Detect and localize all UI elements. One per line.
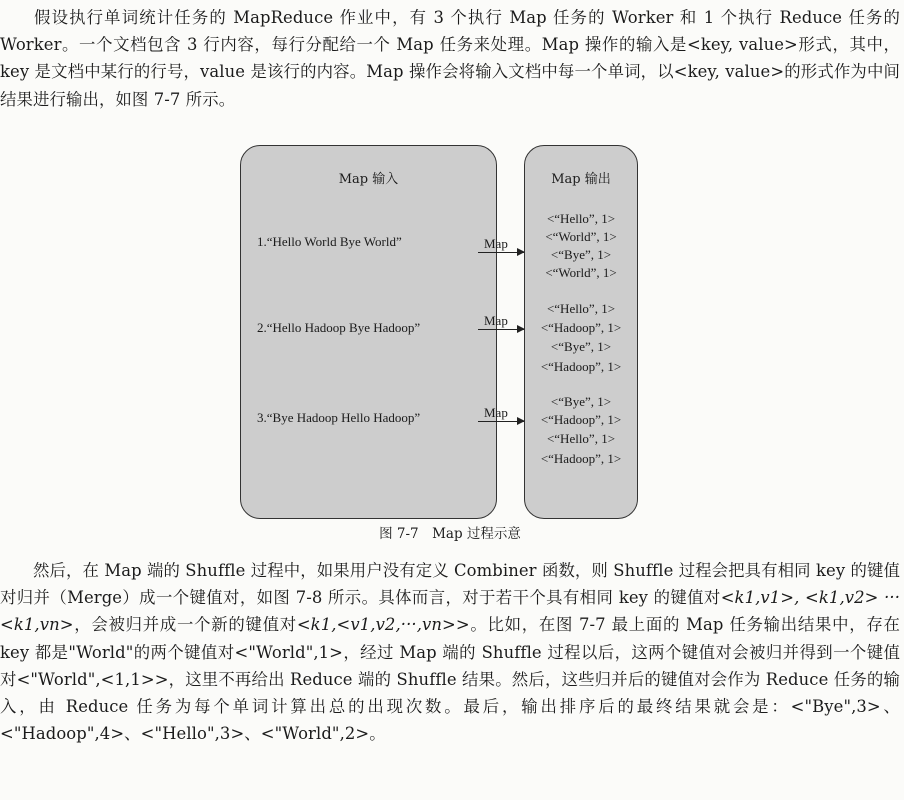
paragraph-shuffle: 然后，在 Map 端的 Shuffle 过程中，如果用户没有定义 Combiner 函数，则 Shuffle 过程会把具有相同 key 的键值对归并（Merge）成一个键值对，如图 7-8 所示。具体而言，对于若干个具有相同 key 的键值对<k1,v1>, <k1,v2> ··· <k1,vn>，会被归并成一个新的键值对<k1,<v1,v2,···,vn>>。比如，在图 7-7 最上面的 Map 任务输出结果中，存在 key 都是"World"的两个键值对<"World",1>，经过 Map 端的 Shuffle 过程以后，这两个键值对会被归并得到一个键值对<"World",<1,1>>，这里不再给出 Reduce 端的 Shuffle 结果。然后，这些归并后的键值对会作为 Reduce 任务的输入，由 Reduce 任务为每个单词计算出总的出现次数。最后，输出排序后的最终结果就会是：<"Bye",3>、<"Hadoop",4>、<"Hello",3>、<"World",2>。	[0, 561, 901, 744]
output-item: <“Hello”, 1>	[546, 211, 616, 226]
output-item: <“Hadoop”, 1>	[540, 320, 622, 335]
formula-a: <k1,v1>, <k1,v2> ··· <k1,vn>	[0, 588, 901, 635]
map-input-title: Map 输入	[338, 172, 399, 187]
formula-b: <k1,<v1,v2,···,vn>>	[296, 615, 470, 635]
output-item: <“Hadoop”, 1>	[540, 359, 622, 374]
map-output-box	[524, 145, 638, 519]
map-output-title: Map 输出	[551, 172, 611, 187]
arrow-2	[478, 329, 524, 330]
input-line-3: 3.“Bye Hadoop Hello Hadoop”	[257, 410, 421, 425]
output-item: <“World”, 1>	[545, 229, 617, 244]
map-label-2: Map	[484, 313, 508, 328]
output-item: <“Bye”, 1>	[550, 394, 612, 409]
output-item: <“Bye”, 1>	[550, 339, 612, 354]
paragraph-intro: 假设执行单词统计任务的 MapReduce 作业中，有 3 个执行 Map 任务的 Worker 和 1 个执行 Reduce 任务的 Worker。一个文档包含 3 行内容，每行分配给一个 Map 任务来处理。Map 操作的输入是<key, value>形式，其中，key 是文档中某行的行号，value 是该行的内容。Map 操作会将输入文档中每一个单词，以<key, value>的形式作为中间结果进行输出，如图 7-7 所示。	[0, 8, 900, 109]
map-input-box	[240, 145, 497, 519]
arrow-3	[478, 421, 524, 422]
output-item: <“Hadoop”, 1>	[540, 412, 622, 427]
figure-caption: 图 7-7 Map 过程示意	[379, 526, 521, 542]
output-item: <“World”, 1>	[545, 265, 617, 280]
output-item: <“Hello”, 1>	[546, 301, 616, 316]
input-line-1: 1.“Hello World Bye World”	[257, 234, 402, 249]
input-line-2: 2.“Hello Hadoop Bye Hadoop”	[257, 320, 421, 335]
output-item: <“Bye”, 1>	[550, 247, 612, 262]
output-item: <“Hadoop”, 1>	[540, 451, 622, 466]
map-label-3: Map	[484, 405, 508, 420]
output-item: <“Hello”, 1>	[546, 431, 616, 446]
map-label-1: Map	[484, 236, 508, 251]
arrow-1	[478, 252, 524, 253]
